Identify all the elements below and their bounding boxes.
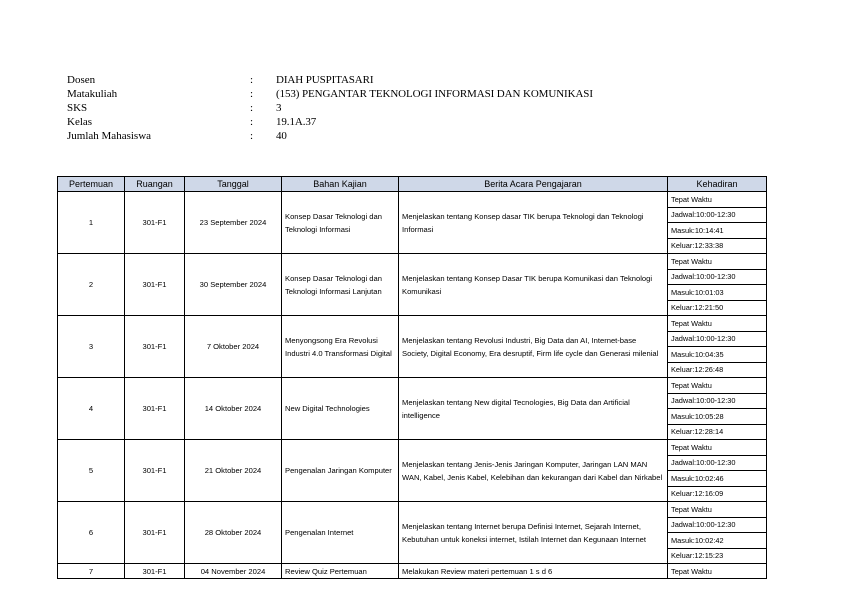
cell-berita-acara: Menjelaskan tentang Revolusi Industri, Big Data dan AI, Internet-base Society, Digital Economy, Era desruptif, Firm life cycle dan Generasi milenial bbox=[399, 316, 668, 378]
cell-pertemuan: 4 bbox=[58, 378, 125, 440]
cell-berita-acara: Melakukan Review materi pertemuan 1 s d 6 bbox=[399, 564, 668, 579]
table-row bbox=[58, 192, 767, 208]
cell-kehadiran-jadwal: Jadwal:10:00-12:30 bbox=[668, 393, 767, 409]
cell-kehadiran-jadwal: Jadwal:10:00-12:30 bbox=[668, 455, 767, 471]
header-pertemuan: Pertemuan bbox=[58, 177, 125, 192]
cell-kehadiran-status: Tepat Waktu bbox=[668, 192, 767, 208]
cell-bahan-kajian: New Digital Technologies bbox=[282, 378, 399, 440]
cell-kehadiran-masuk: Masuk:10:02:42 bbox=[668, 533, 767, 549]
cell-bahan-kajian: Menyongsong Era Revolusi Industri 4.0 Transformasi Digital bbox=[282, 316, 399, 378]
cell-tanggal: 14 Oktober 2024 bbox=[185, 378, 282, 440]
cell-kehadiran-status: Tepat Waktu bbox=[668, 440, 767, 456]
info-value: 3 bbox=[276, 102, 282, 114]
cell-bahan-kajian: Konsep Dasar Teknologi dan Teknologi Informasi Lanjutan bbox=[282, 254, 399, 316]
cell-pertemuan: 6 bbox=[58, 502, 125, 564]
cell-berita-acara: Menjelaskan tentang Konsep dasar TIK berupa Teknologi dan Teknologi Informasi bbox=[399, 192, 668, 254]
header-berita-acara: Berita Acara Pengajaran bbox=[399, 177, 668, 192]
cell-ruangan: 301-F1 bbox=[125, 254, 185, 316]
cell-ruangan: 301-F1 bbox=[125, 378, 185, 440]
cell-kehadiran-keluar: Keluar:12:15:23 bbox=[668, 548, 767, 564]
cell-pertemuan: 3 bbox=[58, 316, 125, 378]
cell-tanggal: 21 Oktober 2024 bbox=[185, 440, 282, 502]
info-value: 40 bbox=[276, 130, 287, 142]
info-label: Dosen bbox=[67, 74, 96, 86]
cell-kehadiran-jadwal: Jadwal:10:00-12:30 bbox=[668, 269, 767, 285]
cell-kehadiran-status: Tepat Waktu bbox=[668, 378, 767, 394]
cell-kehadiran-keluar: Keluar:12:28:14 bbox=[668, 424, 767, 440]
cell-kehadiran-masuk: Masuk:10:04:35 bbox=[668, 347, 767, 363]
cell-kehadiran-status: Tepat Waktu bbox=[668, 316, 767, 332]
table-row bbox=[58, 316, 767, 332]
attendance-table bbox=[57, 176, 767, 579]
info-colon: : bbox=[250, 88, 254, 100]
cell-tanggal: 28 Oktober 2024 bbox=[185, 502, 282, 564]
info-colon: : bbox=[250, 130, 254, 142]
info-label: Matakuliah bbox=[67, 88, 118, 100]
info-colon: : bbox=[250, 102, 254, 114]
cell-bahan-kajian: Pengenalan Jaringan Komputer bbox=[282, 440, 399, 502]
cell-pertemuan: 7 bbox=[58, 564, 125, 579]
cell-tanggal: 23 September 2024 bbox=[185, 192, 282, 254]
cell-kehadiran-status: Tepat Waktu bbox=[668, 564, 767, 579]
cell-kehadiran-keluar: Keluar:12:16:09 bbox=[668, 486, 767, 502]
cell-bahan-kajian: Konsep Dasar Teknologi dan Teknologi Informasi bbox=[282, 192, 399, 254]
cell-bahan-kajian: Review Quiz Pertemuan bbox=[282, 564, 399, 579]
table-row bbox=[58, 378, 767, 394]
info-colon: : bbox=[250, 74, 254, 86]
table-row bbox=[58, 502, 767, 518]
cell-kehadiran-masuk: Masuk:10:01:03 bbox=[668, 285, 767, 301]
cell-kehadiran-masuk: Masuk:10:02:46 bbox=[668, 471, 767, 487]
header-tanggal: Tanggal bbox=[185, 177, 282, 192]
cell-tanggal: 30 September 2024 bbox=[185, 254, 282, 316]
cell-tanggal: 7 Oktober 2024 bbox=[185, 316, 282, 378]
cell-pertemuan: 1 bbox=[58, 192, 125, 254]
cell-kehadiran-masuk: Masuk:10:05:28 bbox=[668, 409, 767, 425]
cell-ruangan: 301-F1 bbox=[125, 192, 185, 254]
cell-kehadiran-keluar: Keluar:12:21:50 bbox=[668, 300, 767, 316]
cell-ruangan: 301-F1 bbox=[125, 316, 185, 378]
cell-kehadiran-status: Tepat Waktu bbox=[668, 502, 767, 518]
header-kehadiran: Kehadiran bbox=[668, 177, 767, 192]
info-value: DIAH PUSPITASARI bbox=[276, 74, 374, 86]
cell-ruangan: 301-F1 bbox=[125, 440, 185, 502]
cell-berita-acara: Menjelaskan tentang New digital Tecnologies, Big Data dan Artificial intelligence bbox=[399, 378, 668, 440]
cell-berita-acara: Menjelaskan tentang Konsep Dasar TIK berupa Komunikasi dan Teknologi Komunikasi bbox=[399, 254, 668, 316]
info-label: SKS bbox=[67, 102, 88, 114]
cell-kehadiran-jadwal: Jadwal:10:00-12:30 bbox=[668, 331, 767, 347]
cell-kehadiran-keluar: Keluar:12:26:48 bbox=[668, 362, 767, 378]
table-row bbox=[58, 440, 767, 456]
cell-ruangan: 301-F1 bbox=[125, 502, 185, 564]
cell-kehadiran-jadwal: Jadwal:10:00-12:30 bbox=[668, 207, 767, 223]
info-value: (153) PENGANTAR TEKNOLOGI INFORMASI DAN KOMUNIKASI bbox=[276, 88, 593, 100]
cell-kehadiran-jadwal: Jadwal:10:00-12:30 bbox=[668, 517, 767, 533]
cell-pertemuan: 5 bbox=[58, 440, 125, 502]
info-label: Kelas bbox=[67, 116, 93, 128]
table-header-row bbox=[58, 177, 767, 192]
cell-kehadiran-status: Tepat Waktu bbox=[668, 254, 767, 270]
info-label: Jumlah Mahasiswa bbox=[67, 130, 152, 142]
cell-kehadiran-keluar: Keluar:12:33:38 bbox=[668, 238, 767, 254]
header-bahan-kajian: Bahan Kajian bbox=[282, 177, 399, 192]
info-value: 19.1A.37 bbox=[276, 116, 317, 128]
header-ruangan: Ruangan bbox=[125, 177, 185, 192]
cell-berita-acara: Menjelaskan tentang Internet berupa Definisi Internet, Sejarah Internet, Kebutuhan untuk koneksi internet, Istilah Internet dan Kegunaan Internet bbox=[399, 502, 668, 564]
cell-tanggal: 04 November 2024 bbox=[185, 564, 282, 579]
table-row bbox=[58, 254, 767, 270]
info-colon: : bbox=[250, 116, 254, 128]
cell-ruangan: 301-F1 bbox=[125, 564, 185, 579]
cell-berita-acara: Menjelaskan tentang Jenis-Jenis Jaringan Komputer, Jaringan LAN MAN WAN, Kabel, Jenis Kabel, Kelebihan dan kekurangan dari Kabel dan Nirkabel bbox=[399, 440, 668, 502]
cell-kehadiran-masuk: Masuk:10:14:41 bbox=[668, 223, 767, 239]
cell-pertemuan: 2 bbox=[58, 254, 125, 316]
table-row bbox=[58, 564, 767, 579]
cell-bahan-kajian: Pengenalan Internet bbox=[282, 502, 399, 564]
